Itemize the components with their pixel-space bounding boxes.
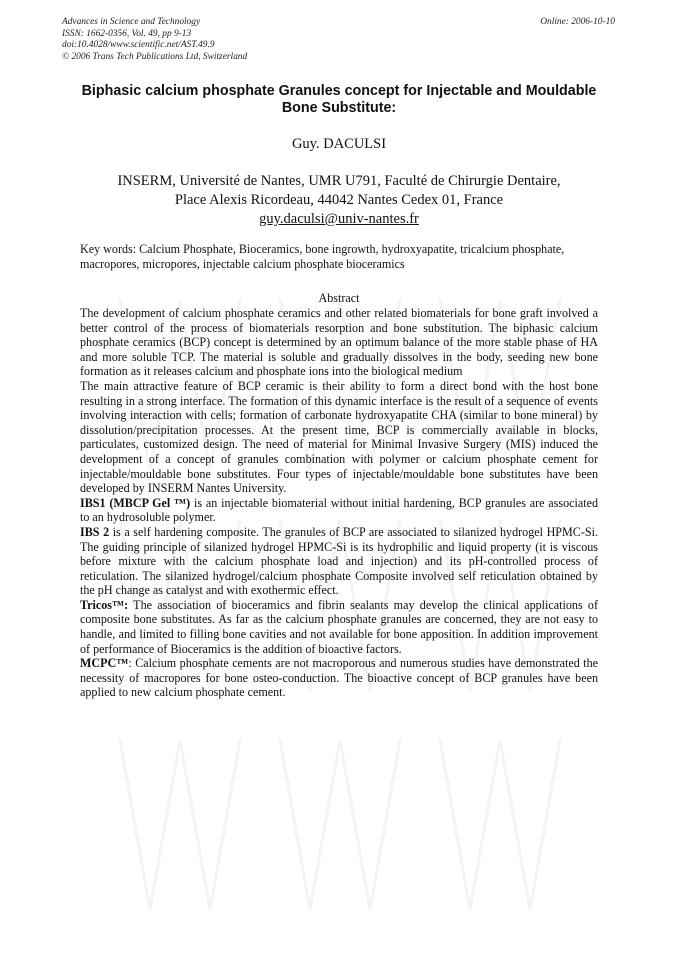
ibs1-label: IBS1 (MBCP Gel ™) (80, 495, 191, 510)
author-name: Guy. DACULSI (291, 136, 387, 152)
ibs1-paragraph (80, 496, 598, 525)
ibs1-text: is an injectable biomaterial without initial hardening, BCP granules are associated to an hydrosoluble polymer. (80, 495, 598, 525)
abstract-paragraph-1: The development of calcium phosphate ceramics and other related biomaterials for bone graft involved a better control of the process of biomaterials resorption and bone substitution. The biphasic calcium phosphate ceramics (BCP) concept is determined by an optimum balance of the more stable phase of HA and more soluble TCP. The material is soluble and gradually dissolves in the body, seeding new bone formation as it releases calcium and phosphate ions into the biological medium (80, 306, 598, 379)
issn-line: ISSN: 1662-0356, Vol. 49, pp 9-13 (62, 28, 192, 39)
mcpc-paragraph (80, 656, 598, 700)
journal-header (62, 17, 247, 63)
doi-line: doi:10.4028/www.scientific.net/AST.49.9 (62, 40, 215, 50)
ibs2-label: IBS 2 (80, 524, 110, 539)
journal-name: Advances in Science and Technology (62, 17, 201, 27)
keywords: Key words: Calcium Phosphate, Bioceramics, bone ingrowth, hydroxyapatite, tricalcium phosphate, macropores, micropores, injectable calcium phosphate bioceramics (80, 242, 565, 271)
mcpc-text: : Calcium phosphate cements are not macroporous and numerous studies have demonstrated the necessity of macropores for bone osteo-conduction. The bioactive concept of BCP granules have been applied to new calcium phosphate cement. (80, 656, 598, 700)
paper-title: Biphasic calcium phosphate Granules concept for Injectable and Mouldable Bone Substitute: (81, 83, 597, 116)
abstract-heading: Abstract (318, 291, 360, 305)
mcpc-label: MCPC™ (80, 656, 129, 671)
tricos-paragraph (80, 598, 598, 656)
tricos-text: The association of bioceramics and fibrin sealants may develop the clinical applications of composite bone substitutes. As far as the calcium phosphate granules are concerned, they are not easy to handle, and limited to filling bone cavities and not available for bone apposition. In addition improvement of performance of Bioceramics is the addition of bioactive factors. (80, 597, 598, 656)
abstract-paragraph-2: The main attractive feature of BCP ceramic is their ability to form a direct bond with the host bone resulting in a strong interface. The formation of this dynamic interface is the result of a sequence of events involving interaction with cells; formation of carbonate hydroxyapatite CHA (similar to bone mineral) by dissolution/precipitation processes. At the present time, BCP is commercially available in blocks, particulates, customized design. The need of material for Minimal Invasive Surgery (MIS) induced the development of a concept of granules combination with polymer or calcium phosphate cement for injectable/mouldable bone substitutes. Four types of injectable/mouldable bone substitutes have been developed by INSERM Nantes University. (80, 378, 598, 496)
affiliation-block (60, 172, 618, 229)
author-email-link[interactable]: guy.daculsi@univ-nantes.fr (259, 211, 419, 227)
ibs2-text: is a self hardening composite. The granules of BCP are associated to silanized hydrogel HPMC-Si. The guiding principle of silanized hydrogel HPMC-Si is its hydrophilic and liquid property (it is viscous before mixture with the calcium phosphate load and injection) and its pH-controlled process of reticulation. The silanized hydrogel/calcium phosphate Composite involved self reticulation obtained by the pH change as catalyst and with exothermic effect. (80, 524, 598, 598)
affiliation-line-2: Place Alexis Ricordeau, 44042 Nantes Cedex 01, France (174, 192, 504, 208)
copyright-line: © 2006 Trans Tech Publications Ltd, Switzerland (62, 51, 248, 62)
ibs2-paragraph (80, 525, 598, 598)
tricos-label: Tricos™: (80, 597, 129, 612)
affiliation-line-1: INSERM, Université de Nantes, UMR U791, Faculté de Chirurgie Dentaire, (117, 173, 561, 189)
abstract-body (80, 306, 598, 700)
online-date: Online: 2006-10-10 (540, 17, 615, 27)
